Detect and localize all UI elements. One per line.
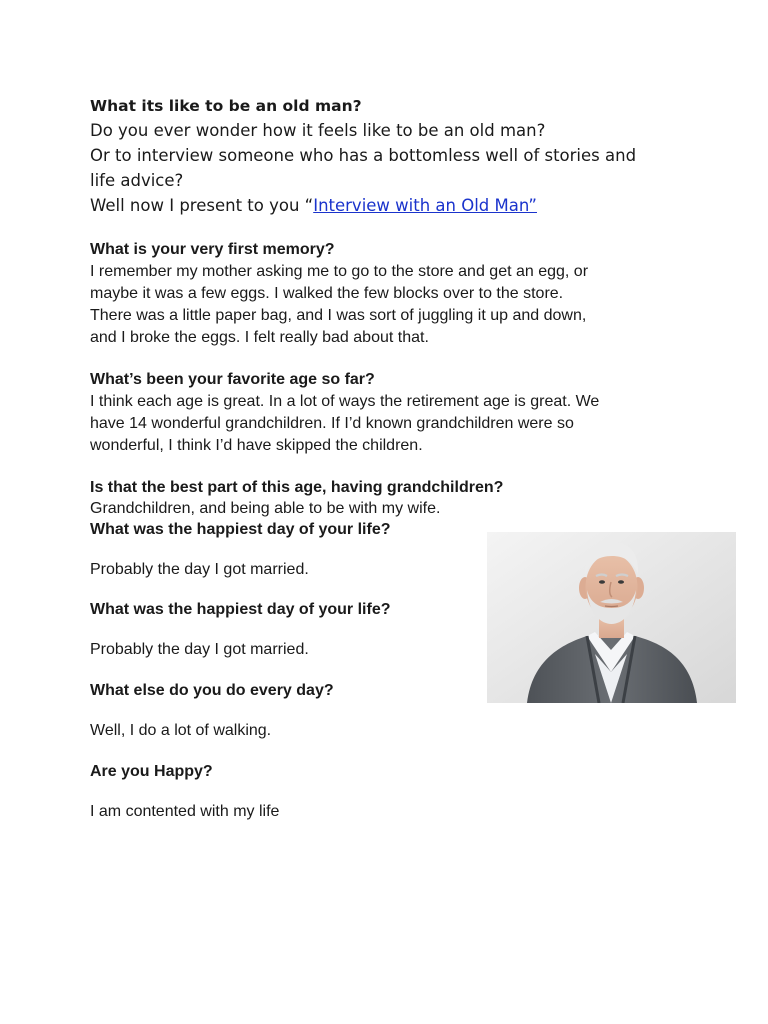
answer-6-line-1: Well, I do a lot of walking. [90, 722, 272, 739]
qa-block-2 [90, 369, 690, 457]
answer-3-line-1: Grandchildren, and being able to be with my wife. [90, 500, 441, 517]
old-man-photo [487, 532, 736, 703]
intro-line-4-prefix: Well now I present to you “ [90, 196, 314, 215]
qa-block-7 [90, 761, 690, 823]
intro-title: What its like to be an old man? [90, 97, 362, 115]
answer-2-line-2: have 14 wonderful grandchildren. If I’d known grandchildren were so [90, 415, 574, 432]
question-7: Are you Happy? [90, 763, 213, 780]
question-1: What is your very first memory? [90, 241, 335, 258]
answer-1-line-3: There was a little paper bag, and I was sort of juggling it up and down, [90, 307, 587, 324]
answer-2-line-1: I think each age is great. In a lot of ways the retirement age is great. We [90, 393, 600, 410]
answer-7-line-1: I am contented with my life [90, 803, 280, 820]
answer-2-line-3: wonderful, I think I’d have skipped the children. [90, 437, 423, 454]
qa-block-1 [90, 239, 690, 349]
question-6: What else do you do every day? [90, 682, 334, 699]
qa-block-3 [90, 477, 690, 519]
intro-line-3: life advice? [90, 171, 184, 190]
intro-line-2: Or to interview someone who has a bottomless well of stories and [90, 146, 637, 165]
old-man-illustration [487, 532, 736, 703]
intro-line-4 [90, 193, 690, 218]
answer-1-line-2: maybe it was a few eggs. I walked the few blocks over to the store. [90, 285, 564, 302]
intro-line-1: Do you ever wonder how it feels like to be an old man? [90, 121, 546, 140]
question-5: What was the happiest day of your life? [90, 601, 391, 618]
answer-1-line-1: I remember my mother asking me to go to the store and get an egg, or [90, 263, 589, 280]
answer-4-line-1: Probably the day I got married. [90, 561, 309, 578]
question-2: What’s been your favorite age so far? [90, 371, 375, 388]
interview-link[interactable]: Interview with an Old Man” [313, 196, 537, 215]
question-4: What was the happiest day of your life? [90, 521, 391, 538]
question-3: Is that the best part of this age, having grandchildren? [90, 479, 504, 496]
answer-1-line-4: and I broke the eggs. I felt really bad about that. [90, 329, 429, 346]
intro-section [90, 94, 690, 218]
answer-5-line-1: Probably the day I got married. [90, 641, 309, 658]
